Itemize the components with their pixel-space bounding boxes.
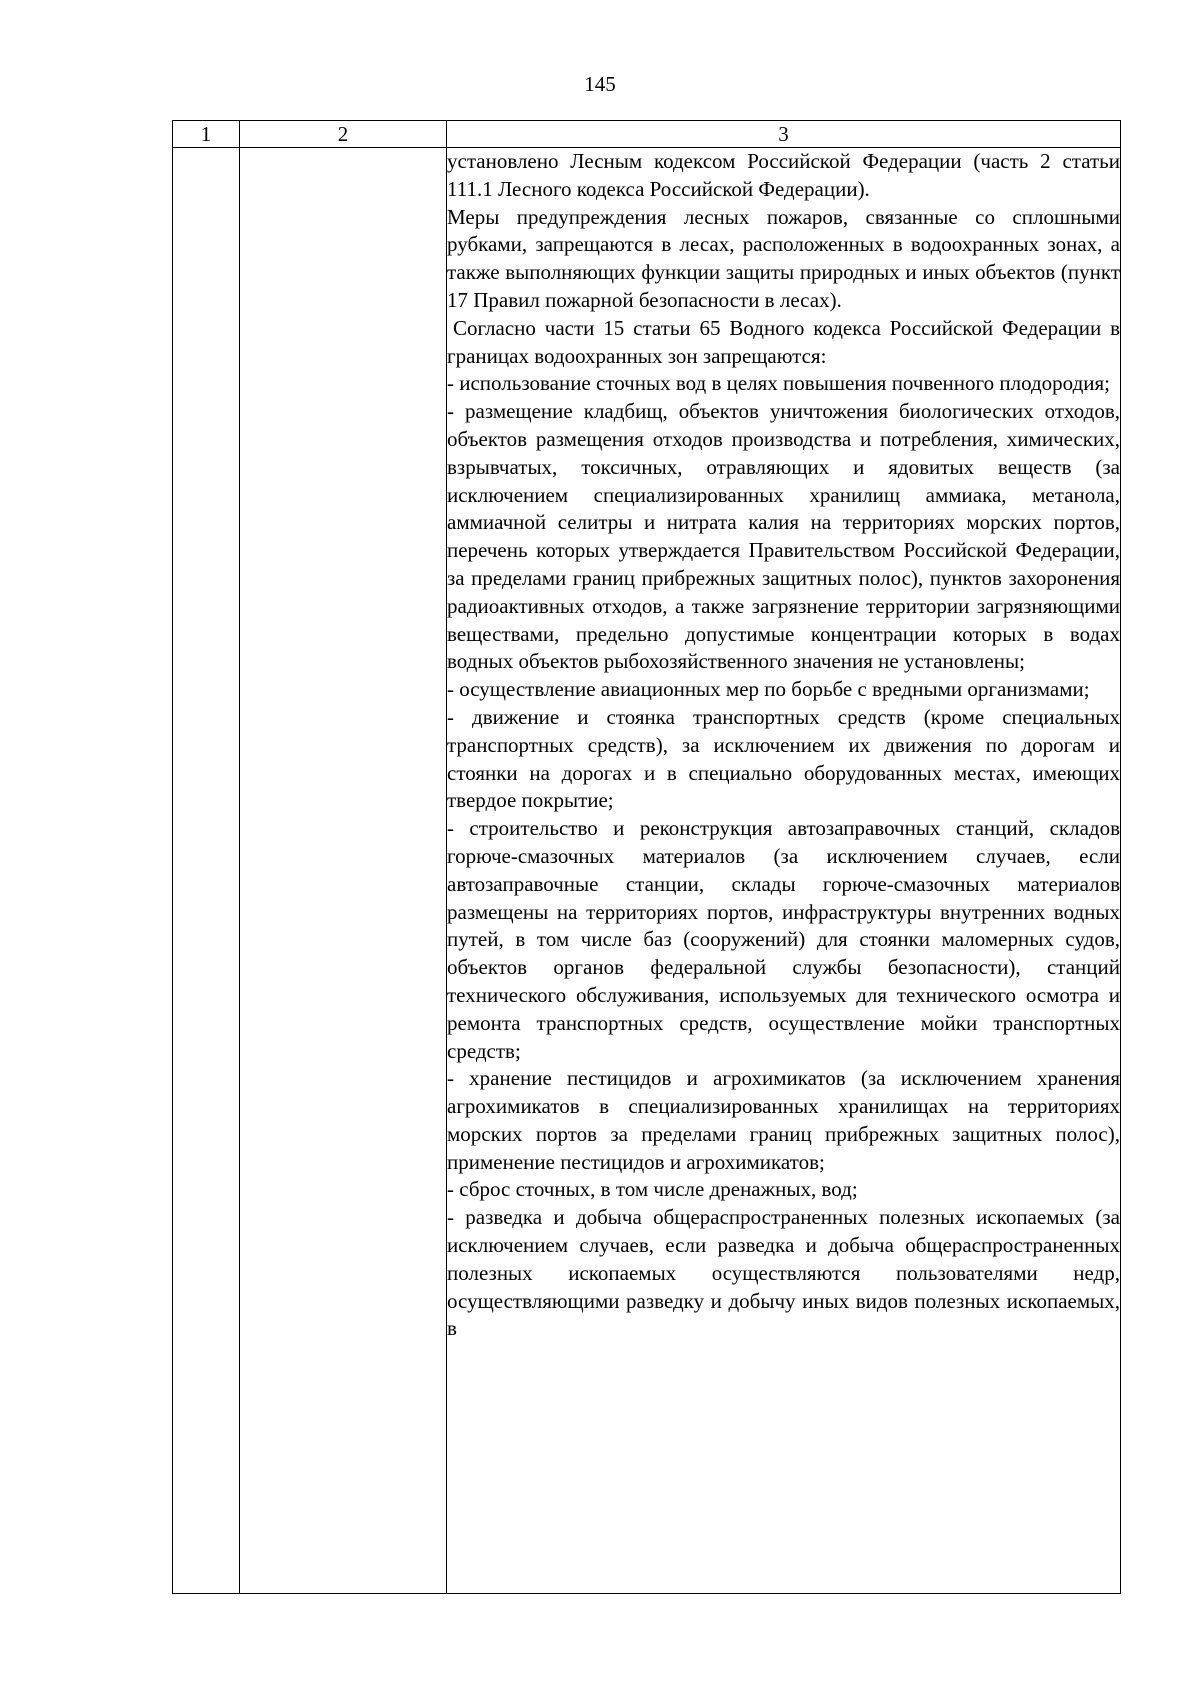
list-item: - хранение пестицидов и агрохимикатов (за исключением хранения агрохимикатов в специализированных хранилищах на территориях морских портов за пределами границ прибрежных защитных полос), применение пестицидов и агрохимикатов; [447, 1066, 1120, 1174]
paragraph: Согласно части 15 статьи 65 Водного кодекса Российской Федерации в границах водоохранных зон запрещаются: [447, 315, 1120, 368]
paragraph: Меры предупреждения лесных пожаров, связанные со сплошными рубками, запрещаются в лесах, расположенных в водоохранных зонах, а также выполняющих функции защиты природных и иных объектов (пункт 17 Правил пожарной безопасности в лесах). [447, 204, 1120, 312]
list-item: - движение и стоянка транспортных средств (кроме специальных транспортных средств), за исключением их движения по дорогам и стоянки на дорогах и в специально оборудованных местах, имеющих твердое покрытие; [447, 704, 1120, 813]
cell-column-1 [173, 148, 240, 1594]
list-item: - осуществление авиационных мер по борьбе с вредными организмами; [447, 677, 1090, 702]
list-item: - сброс сточных, в том числе дренажных, вод; [447, 1177, 858, 1202]
table-row [173, 148, 1121, 1594]
column-header-1: 1 [173, 121, 240, 148]
cell-column-3 [447, 148, 1121, 1594]
document-table [172, 120, 1121, 1594]
page-number: 145 [584, 72, 616, 96]
list-item: - строительство и реконструкция автозаправочных станций, складов горюче-смазочных материалов (за исключением случаев, если автозаправочные станции, склады горюче-смазочных материалов размещены на территориях портов, инфраструктуры внутренних водных путей, в том числе баз (сооружений) для стоянки маломерных судов, объектов органов федеральной службы безопасности), станций технического обслуживания, используемых для технического осмотра и ремонта транспортных средств, осуществление мойки транспортных средств; [447, 816, 1120, 1063]
table-header-row [173, 121, 1121, 148]
column-header-2: 2 [240, 121, 447, 148]
paragraph: установлено Лесным кодексом Российской Федерации (часть 2 статьи 111.1 Лесного кодекса Российской Федерации). [447, 149, 1120, 201]
column-header-3: 3 [447, 121, 1121, 148]
list-item: - использование сточных вод в целях повышения почвенного плодородия; [447, 371, 1110, 396]
list-item: - размещение кладбищ, объектов уничтожения биологических отходов, объектов размещения отходов производства и потребления, химических, взрывчатых, токсичных, отравляющих и ядовитых веществ (за исключением специализированных хранилищ аммиака, метанола, аммиачной селитры и нитрата калия на территориях морских портов, перечень которых утверждается Правительством Российской Федерации, за пределами границ прибрежных защитных полос), пунктов захоронения радиоактивных отходов, а также загрязнение территории загрязняющими веществами, предельно допустимые концентрации которых в водах водных объектов рыбохозяйственного значения не установлены; [447, 399, 1120, 674]
cell-column-2 [240, 148, 447, 1594]
list-item: - разведка и добыча общераспространенных полезных ископаемых (за исключением случаев, если разведка и добыча общераспространенных полезных ископаемых осуществляются пользователями недр, осуществляющими разведку и добычу иных видов полезных ископаемых, в [447, 1205, 1120, 1341]
